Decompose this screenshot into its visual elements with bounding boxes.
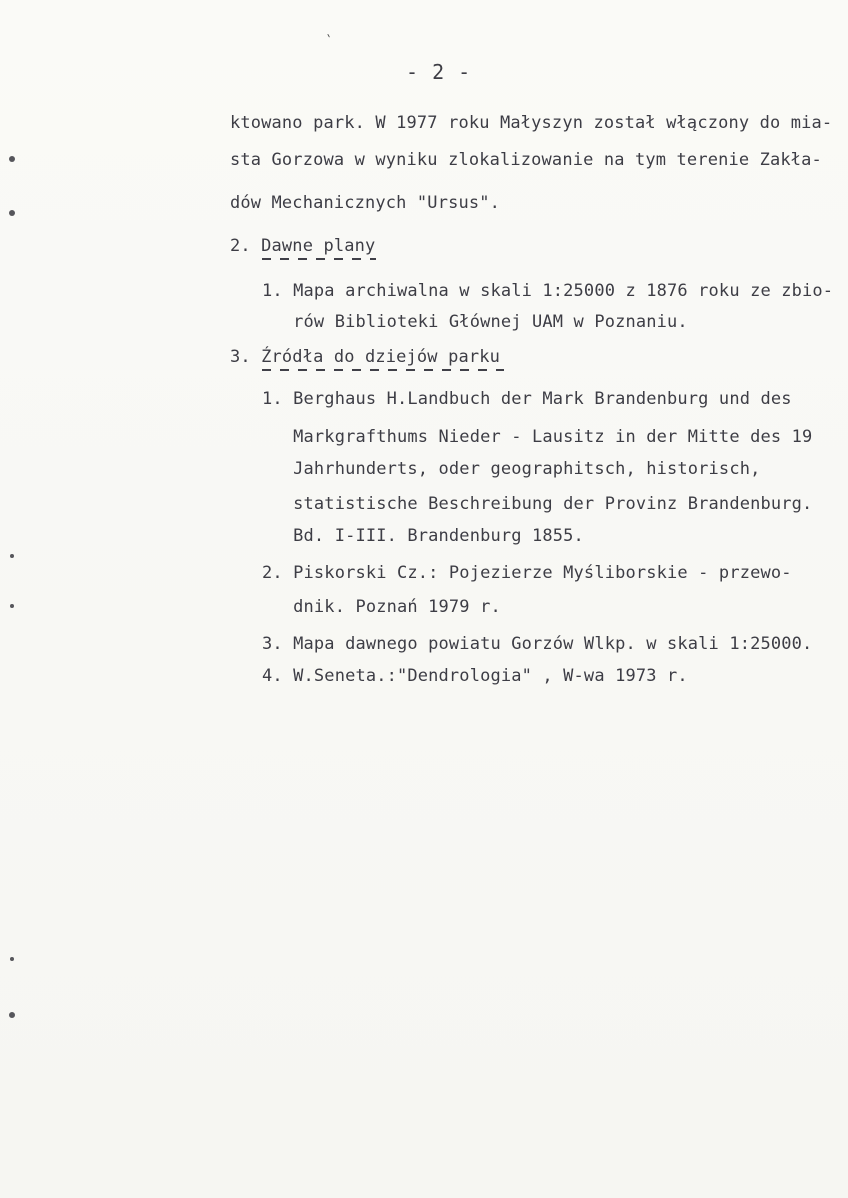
section-2-item-1-line-1: 1. Mapa archiwalna w skali 1:25000 z 1876 roku ze zbio- (262, 281, 834, 301)
margin-punch-mark (9, 1012, 15, 1018)
section-2-heading: 2. Dawne plany (230, 236, 376, 256)
section-3-heading-underline (262, 369, 504, 371)
paragraph-line-1: ktowano park. W 1977 roku Małyszyn został włączony do mia- (230, 113, 833, 133)
margin-punch-mark (9, 156, 15, 162)
margin-punch-mark (10, 604, 14, 608)
section-3-item-3-line-1: 3. Mapa dawnego powiatu Gorzów Wlkp. w skali 1:25000. (262, 634, 813, 654)
section-3-item-1-line-2: Markgrafthums Nieder - Lausitz in der Mitte des 19 (262, 427, 813, 447)
section-3-heading: 3. Źródła do dziejów parku (230, 347, 501, 367)
section-3-item-2-line-2: dnik. Poznań 1979 r. (262, 597, 501, 617)
section-2-item-1-line-2: rów Biblioteki Głównej UAM w Poznaniu. (262, 312, 688, 332)
scan-artifact-mark: ˎ (325, 21, 336, 39)
section-2-heading-underline (262, 258, 376, 260)
page-number: - 2 - (406, 60, 472, 84)
margin-punch-mark (10, 554, 14, 558)
section-3-item-4-line-1: 4. W.Seneta.:"Dendrologia" , W-wa 1973 r. (262, 666, 688, 686)
margin-punch-mark (10, 957, 14, 961)
margin-punch-mark (9, 210, 15, 216)
section-3-item-2-line-1: 2. Piskorski Cz.: Pojezierze Myśliborskie - przewo- (262, 563, 792, 583)
paragraph-line-3: dów Mechanicznych "Ursus". (230, 193, 501, 213)
section-3-item-1-line-5: Bd. I-III. Brandenburg 1855. (262, 526, 584, 546)
section-3-item-1-line-4: statistische Beschreibung der Provinz Brandenburg. (262, 494, 813, 514)
section-3-item-1-line-3: Jahrhunderts, oder geographitsch, historisch, (262, 459, 761, 479)
section-3-item-1-line-1: 1. Berghaus H.Landbuch der Mark Brandenburg und des (262, 389, 792, 409)
paragraph-line-2: sta Gorzowa w wyniku zlokalizowanie na tym terenie Zakła- (230, 150, 822, 170)
